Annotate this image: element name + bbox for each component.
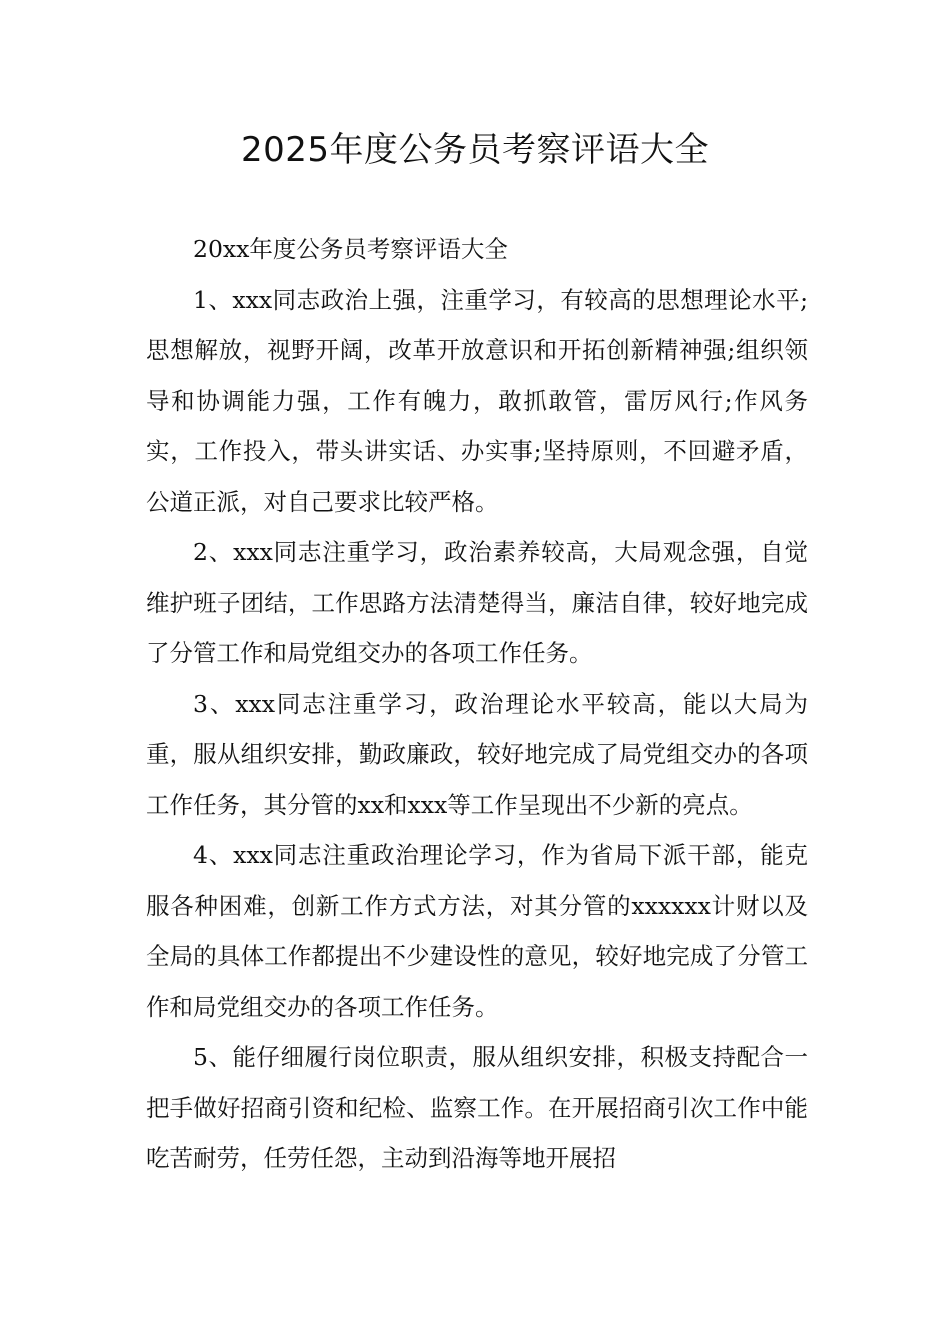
paragraph-1: 1、xxx同志政治上强，注重学习，有较高的思想理论水平;思想解放，视野开阔，改革开放意识和开拓创新精神强;组织领导和协调能力强，工作有魄力，敢抓敢管，雷厉风行;作风务实，工作投入，带头讲实话、办实事;坚持原则，不回避矛盾，公道正派，对自己要求比较严格。	[146, 285, 808, 516]
document-title: 2025年度公务员考察评语大全	[240, 130, 710, 170]
document-subtitle: 20xx年度公务员考察评语大全	[193, 235, 508, 263]
document-body	[146, 224, 808, 1184]
paragraph-3: 3、xxx同志注重学习，政治理论水平较高，能以大局为重，服从组织安排，勤政廉政，较好地完成了局党组交办的各项工作任务，其分管的xx和xxx等工作呈现出不少新的亮点。	[146, 689, 808, 819]
paragraph-5: 5、能仔细履行岗位职责，服从组织安排，积极支持配合一把手做好招商引资和纪检、监察工作。在开展招商引次工作中能吃苦耐劳，任劳任怨，主动到沿海等地开展招	[146, 1043, 808, 1172]
paragraph-2: 2、xxx同志注重学习，政治素养较高，大局观念强，自觉维护班子团结，工作思路方法清楚得当，廉洁自律，较好地完成了分管工作和局党组交办的各项工作任务。	[146, 538, 808, 667]
paragraph-4: 4、xxx同志注重政治理论学习，作为省局下派干部，能克服各种困难，创新工作方式方法，对其分管的xxxxxx计财以及全局的具体工作都提出不少建设性的意见，较好地完成了分管工作和局党组交办的各项工作任务。	[146, 841, 808, 1021]
